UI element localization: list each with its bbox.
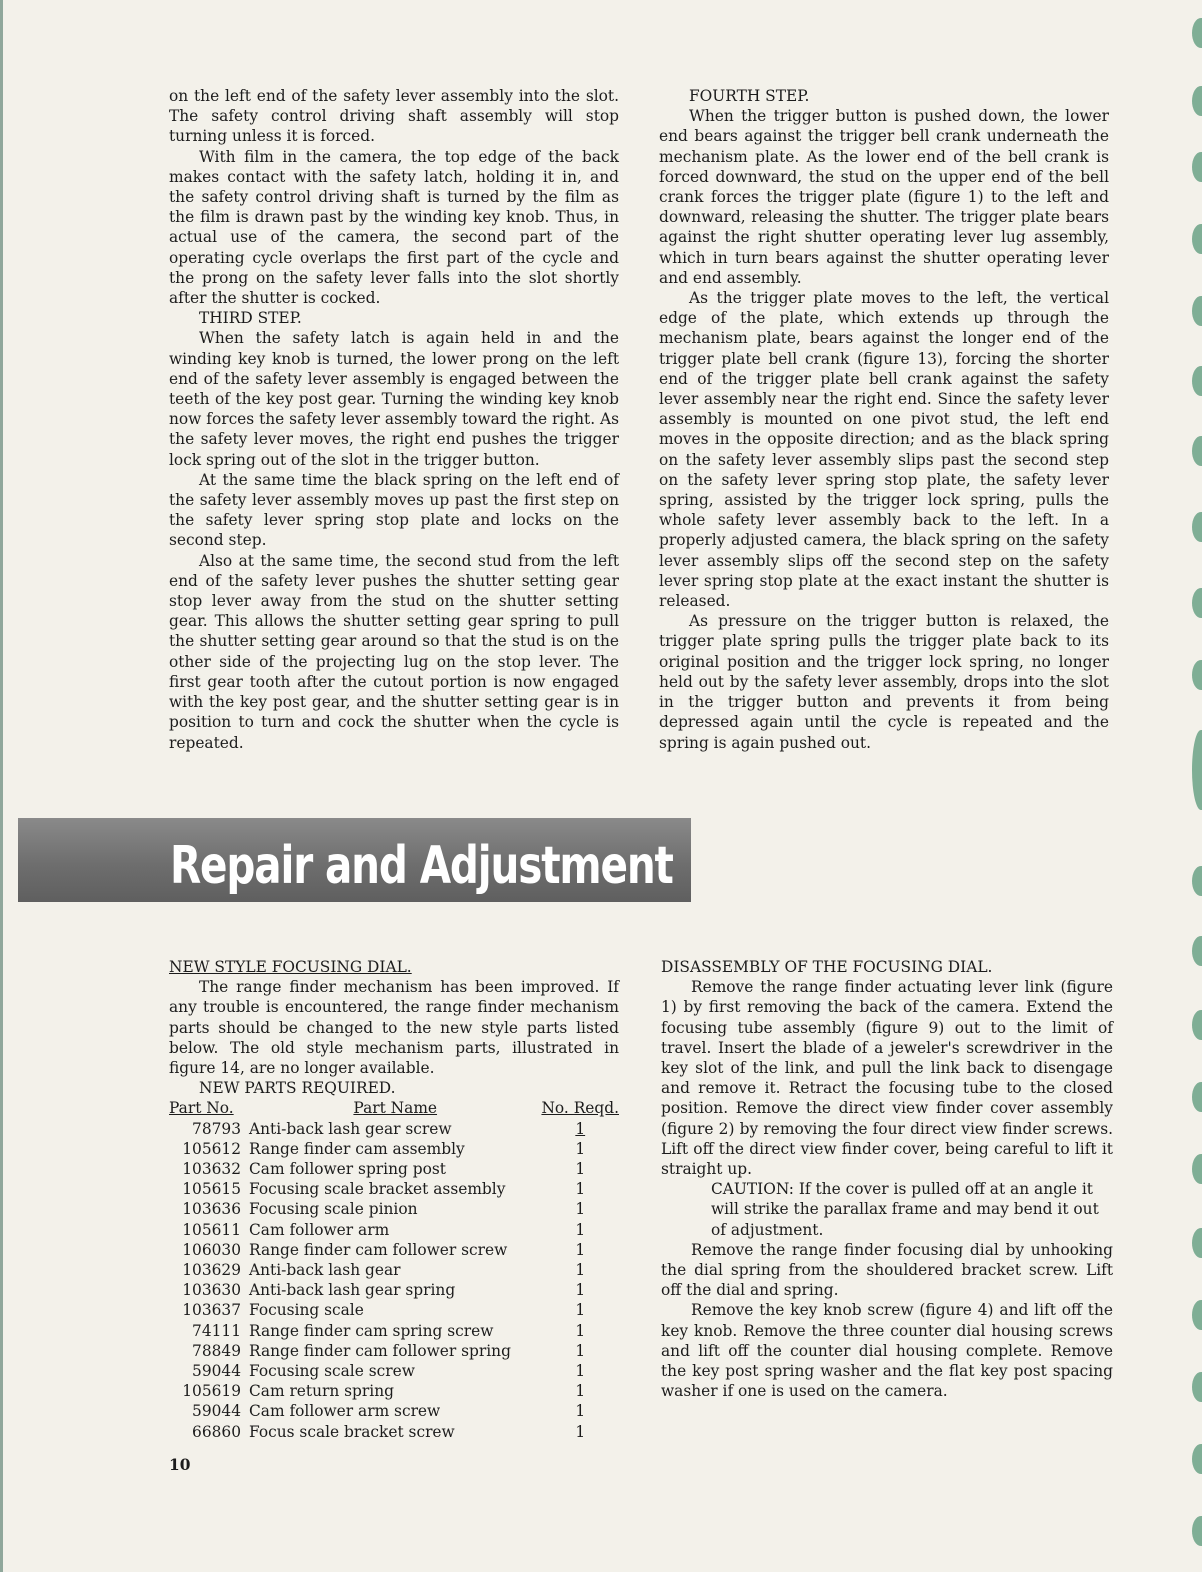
binding-ring — [1192, 296, 1202, 326]
binding-ring — [1192, 588, 1202, 618]
binding-ring — [1192, 152, 1202, 182]
part-quantity: 1 — [575, 1341, 586, 1360]
table-row — [169, 1199, 619, 1219]
binding-ring — [1192, 1154, 1202, 1184]
binding-ring — [1192, 86, 1202, 116]
table-row — [169, 1179, 619, 1199]
part-name: Cam return spring — [249, 1382, 394, 1401]
part-number: 78793 — [192, 1119, 241, 1138]
parts-heading: NEW PARTS REQUIRED. — [199, 1079, 396, 1098]
paragraph: Also at the same time, the second stud from the left end of the safety lever pushes the shutter setting gear stop lever away from the stud on the shutter setting gear. This allows the shutter setting gear spring to pull the shutter setting gear around so that the stud is on the other side of the projecting lug on the stop lever. The first gear tooth after the cutout portion is now engaged with the key post gear, and the shutter setting gear is in position to turn and cock the shutter when the cycle is repeated. — [169, 551, 619, 752]
binding-ring — [1192, 512, 1202, 542]
section-banner-title: Repair and Adjustment — [170, 836, 673, 896]
part-name: Cam follower arm screw — [249, 1402, 441, 1421]
part-number: 106030 — [182, 1240, 241, 1259]
section-heading-disassembly: DISASSEMBLY OF THE FOCUSING DIAL. — [661, 958, 993, 976]
paragraph: The range finder mechanism has been improved. If any trouble is encountered, the range finder mechanism parts should be changed to the new style parts listed below. The old style mechanism parts, illustrated in figure 14, are no longer available. — [169, 978, 619, 1078]
binding-ring — [1192, 730, 1202, 810]
table-row — [169, 1159, 619, 1179]
binding-ring — [1192, 1372, 1202, 1402]
part-number: 66860 — [192, 1422, 241, 1441]
parts-table-body — [169, 1119, 619, 1442]
top-right-column — [659, 86, 1109, 753]
table-row — [169, 1401, 619, 1421]
parts-table — [169, 1098, 619, 1441]
part-name: Range finder cam follower screw — [249, 1240, 508, 1259]
binding-ring — [1192, 366, 1202, 396]
part-number: 103632 — [182, 1160, 241, 1179]
binding-ring — [1192, 436, 1202, 466]
part-name: Cam follower arm — [249, 1220, 390, 1239]
part-number: 103636 — [182, 1200, 241, 1219]
part-quantity: 1 — [575, 1220, 586, 1239]
table-row — [169, 1300, 619, 1320]
section-heading-third-step: THIRD STEP. — [199, 309, 302, 328]
binding-ring — [1192, 1082, 1202, 1112]
part-name: Anti-back lash gear screw — [249, 1119, 452, 1138]
part-quantity: 1 — [575, 1402, 586, 1421]
paragraph: With film in the camera, the top edge of the back makes contact with the safety latch, holding it in, and the safety control driving shaft is turned by the film as the film is drawn past by the winding key knob. Thus, in actual use of the camera, the second part of the operating cycle overlaps the first part of the cycle and the prong on the safety lever falls into the slot shortly after the shutter is cocked. — [169, 147, 619, 308]
part-name: Focusing scale pinion — [249, 1200, 418, 1219]
binding-ring — [1192, 1300, 1202, 1330]
binding-ring — [1192, 1516, 1202, 1546]
part-name: Cam follower spring post — [249, 1160, 446, 1179]
column-header-part-name: Part Name — [353, 1099, 438, 1118]
part-quantity: 1 — [575, 1382, 586, 1401]
part-quantity: 1 — [575, 1139, 586, 1158]
part-quantity: 1 — [575, 1180, 586, 1199]
table-row — [169, 1260, 619, 1280]
table-row — [169, 1361, 619, 1381]
part-name: Anti-back lash gear — [249, 1261, 401, 1280]
part-quantity: 1 — [575, 1362, 586, 1381]
part-name: Range finder cam follower spring — [249, 1341, 511, 1360]
column-header-part-no: Part No. — [169, 1099, 234, 1118]
section-heading-new-style-focusing-dial: NEW STYLE FOCUSING DIAL. — [169, 958, 412, 976]
part-number: 103630 — [182, 1281, 241, 1300]
bottom-right-column — [661, 957, 1113, 1401]
paragraph: When the safety latch is again held in and the winding key knob is turned, the lower prong on the left end of the safety lever assembly is engaged between the teeth of the key post gear. Turning the winding key knob now forces the safety lever assembly toward the right. As the safety lever moves, the right end pushes the trigger lock spring out of the slot in the trigger button. — [169, 329, 619, 469]
table-header-row — [169, 1098, 619, 1118]
table-row — [169, 1422, 619, 1442]
part-name: Focusing scale bracket assembly — [249, 1180, 506, 1199]
part-number: 78849 — [192, 1341, 241, 1360]
part-number: 59044 — [192, 1362, 241, 1381]
part-quantity: 1 — [575, 1301, 586, 1320]
spiral-binding — [1184, 0, 1202, 1572]
paragraph: At the same time the black spring on the left end of the safety lever assembly moves up past the first step on the safety lever spring stop plate and locks on the second step. — [169, 470, 619, 550]
paragraph: As the trigger plate moves to the left, the vertical edge of the plate, which extends up through the mechanism plate, bears against the longer end of the trigger plate bell crank (figure 13), forcing the shorter end of the trigger plate bell crank against the safety lever assembly near the right end. Since the safety lever assembly is mounted on one pivot stud, the left end moves in the opposite direction; and as the black spring on the safety lever assembly slips past the second step on the safety lever spring stop plate, the safety lever spring, assisted by the trigger lock spring, pulls the whole safety lever assembly back to the left. In a properly adjusted camera, the black spring on the safety lever assembly slips off the second step on the safety lever spring stop plate at the exact instant the shutter is released. — [659, 289, 1109, 611]
binding-ring — [1192, 18, 1202, 48]
part-number: 59044 — [192, 1402, 241, 1421]
part-quantity: 1 — [575, 1119, 586, 1138]
part-quantity: 1 — [575, 1200, 586, 1219]
binding-ring — [1192, 866, 1202, 896]
binding-ring — [1192, 224, 1202, 254]
table-row — [169, 1119, 619, 1139]
part-name: Focusing scale — [249, 1301, 364, 1320]
part-number: 105612 — [182, 1139, 241, 1158]
section-heading-fourth-step: FOURTH STEP. — [689, 87, 810, 105]
part-name: Range finder cam spring screw — [249, 1321, 494, 1340]
page-edge — [0, 0, 3, 1572]
part-name: Range finder cam assembly — [249, 1139, 465, 1158]
paragraph: on the left end of the safety lever assembly into the slot. The safety control driving shaft assembly will stop turning unless it is forced. — [169, 87, 619, 146]
part-number: 103629 — [182, 1261, 241, 1280]
table-row — [169, 1139, 619, 1159]
table-row — [169, 1381, 619, 1401]
part-number: 105615 — [182, 1180, 241, 1199]
binding-ring — [1192, 1444, 1202, 1474]
table-row — [169, 1220, 619, 1240]
table-row — [169, 1280, 619, 1300]
part-number: 103637 — [182, 1301, 241, 1320]
page-number: 10 — [169, 1456, 191, 1474]
part-number: 74111 — [192, 1321, 241, 1340]
bottom-left-column — [169, 957, 619, 1442]
binding-ring — [1192, 936, 1202, 966]
part-name: Focusing scale screw — [249, 1362, 415, 1381]
table-row — [169, 1341, 619, 1361]
paragraph: Remove the range finder actuating lever link (figure 1) by first removing the back of the camera. Extend the focusing tube assembly (figure 9) out to the limit of travel. Insert the blade of a jeweler's screwdriver in the key slot of the link, and pull the link back to disengage and remove it. Retract the focusing tube to the closed position. Remove the direct view finder cover assembly (figure 2) by removing the four direct view finder screws. Lift off the direct view finder cover, being careful to lift it straight up. — [661, 978, 1113, 1179]
paragraph: As pressure on the trigger button is relaxed, the trigger plate spring pulls the trigger plate back to its original position and the trigger lock spring, no longer held out by the safety lever assembly, drops into the slot in the trigger button and prevents it from being depressed again until the cycle is repeated and the spring is again pushed out. — [659, 612, 1109, 752]
part-quantity: 1 — [575, 1240, 586, 1259]
paragraph: Remove the range finder focusing dial by unhooking the dial spring from the shouldered bracket screw. Lift off the dial and spring. — [661, 1240, 1113, 1300]
paragraph: Remove the key knob screw (figure 4) and lift off the key knob. Remove the three counter dial housing screws and lift off the counter dial housing complete. Remove the key post spring washer and the flat key post spacing washer if one is used on the camera. — [661, 1301, 1113, 1401]
part-quantity: 1 — [575, 1422, 586, 1441]
paragraph: When the trigger button is pushed down, the lower end bears against the trigger bell crank underneath the mechanism plate. As the lower end of the bell crank is forced downward, the stud on the upper end of the bell crank forces the trigger plate (figure 1) to the left and downward, releasing the shutter. The trigger plate bears against the right shutter operating lever lug assembly, which in turn bears against the shutter operating lever and end assembly. — [659, 107, 1109, 287]
part-name: Focus scale bracket screw — [249, 1422, 455, 1441]
part-quantity: 1 — [575, 1281, 586, 1300]
column-header-qty: No. Reqd. — [541, 1099, 619, 1118]
part-quantity: 1 — [575, 1261, 586, 1280]
binding-ring — [1192, 1010, 1202, 1040]
table-row — [169, 1321, 619, 1341]
table-row — [169, 1240, 619, 1260]
part-quantity: 1 — [575, 1160, 586, 1179]
binding-ring — [1192, 660, 1202, 690]
part-quantity: 1 — [575, 1321, 586, 1340]
part-name: Anti-back lash gear spring — [249, 1281, 456, 1300]
binding-ring — [1192, 1228, 1202, 1258]
top-left-column — [169, 86, 619, 753]
caution-note: CAUTION: If the cover is pulled off at an angle it will strike the parallax frame and may bend it out of adjustment. — [711, 1180, 1099, 1239]
part-number: 105619 — [182, 1382, 241, 1401]
part-number: 105611 — [182, 1220, 241, 1239]
